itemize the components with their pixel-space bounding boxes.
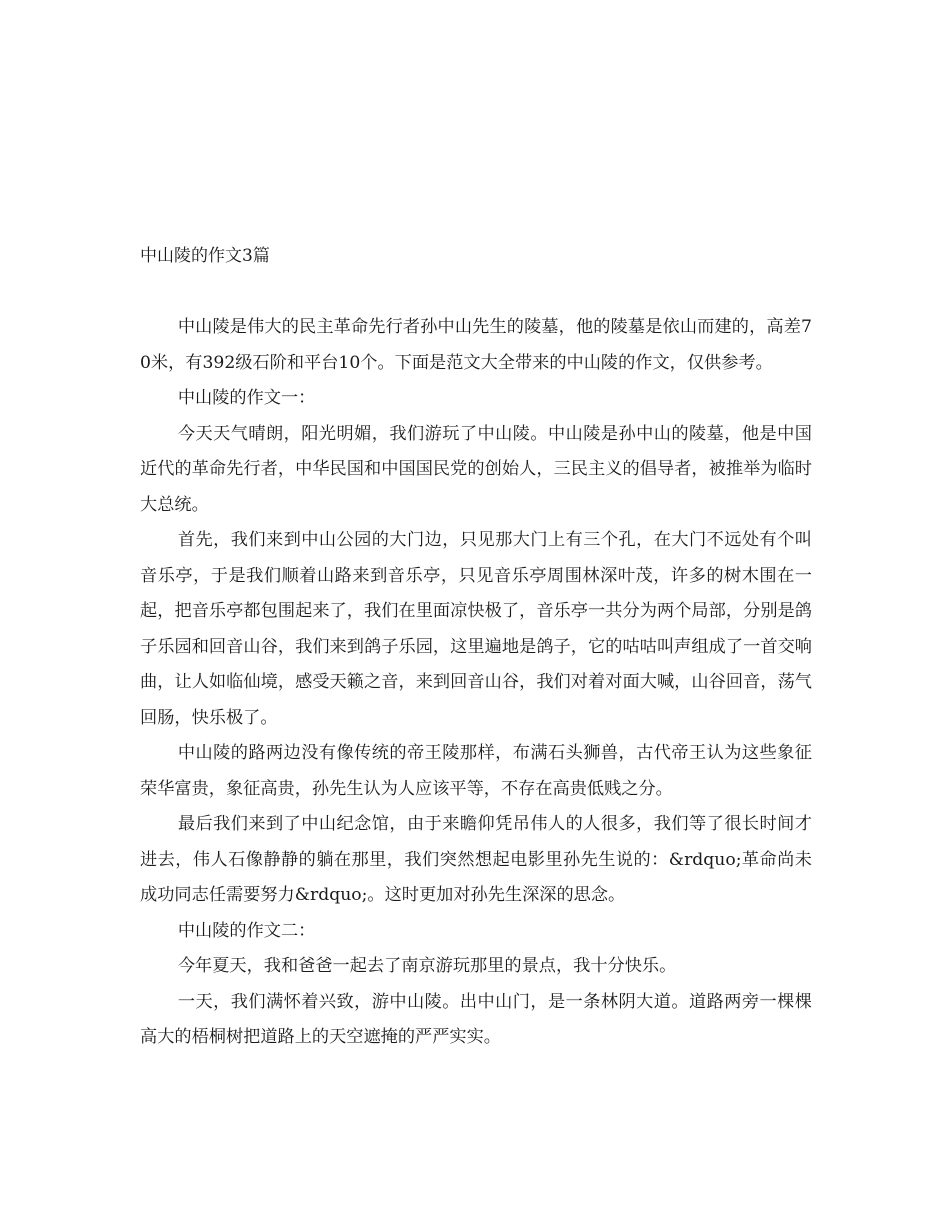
paragraph-intro: 中山陵是伟大的民主革命先行者孙中山先生的陵墓，他的陵墓是依山而建的，高差70米，有392级石阶和平台10个。下面是范文大全带来的中山陵的作文，仅供参考。: [140, 317, 812, 373]
section-heading-essay-two: 中山陵的作文二：: [177, 920, 316, 941]
paragraph: 今天天气晴朗，阳光明媚，我们游玩了中山陵。中山陵是孙中山的陵墓，他是中国近代的革命先行者，中华民国和中国国民党的创始人，三民主义的倡导者，被推举为临时大总统。: [140, 423, 812, 515]
document-body: [140, 310, 812, 1056]
paragraph: 中山陵的路两边没有像传统的帝王陵那样，布满石头狮兽，古代帝王认为这些象征荣华富贵，象征高贵，孙先生认为人应该平等，不存在高贵低贱之分。: [140, 743, 812, 799]
paragraph: 首先，我们来到中山公园的大门边，只见那大门上有三个孔，在大门不远处有个叫音乐亭，于是我们顺着山路来到音乐亭，只见音乐亭周围林深叶茂，许多的树木围在一起，把音乐亭都包围起来了，我们在里面凉快极了，音乐亭一共分为两个局部，分别是鸽子乐园和回音山谷，我们来到鸽子乐园，这里遍地是鸽子，它的咕咕叫声组成了一首交响曲，让人如临仙境，感受天籁之音，来到回音山谷，我们对着对面大喊，山谷回音，荡气回肠，快乐极了。: [140, 530, 812, 728]
section-heading-essay-one: 中山陵的作文一：: [177, 388, 316, 408]
paragraph: 一天，我们满怀着兴致，游中山陵。出中山门，是一条林阴大道。道路两旁一棵棵高大的梧桐树把道路上的天空遮掩的严严实实。: [140, 991, 812, 1047]
paragraph: 最后我们来到了中山纪念馆，由于来瞻仰凭吊伟人的人很多，我们等了很长时间才进去，伟人石像静静的躺在那里，我们突然想起电影里孙先生说的：&rdquo;革命尚未成功同志任需要努力&rdquo;。这时更加对孙先生深深的思念。: [140, 814, 812, 905]
paragraph: 今年夏天，我和爸爸一起去了南京游玩那里的景点，我十分快乐。: [177, 956, 677, 976]
document-title: 中山陵的作文3篇: [140, 246, 270, 266]
